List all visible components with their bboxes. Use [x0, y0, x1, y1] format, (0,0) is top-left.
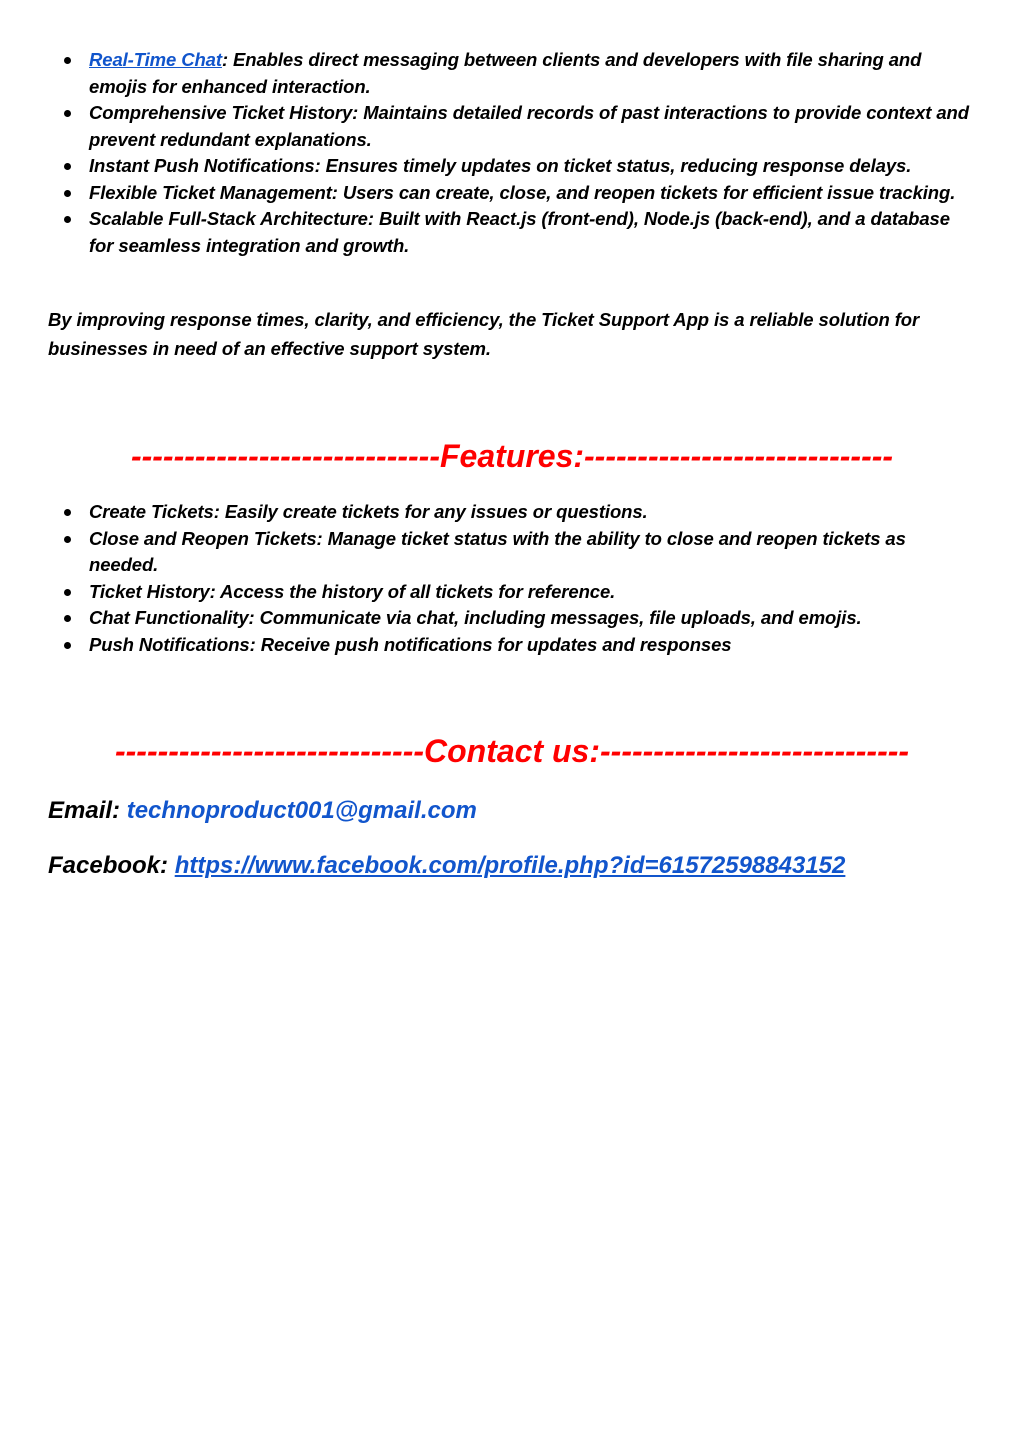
bullet-icon [64, 190, 71, 197]
features-bullet-list [0, 499, 1024, 658]
bullet-icon [64, 536, 71, 543]
list-item-text: Chat Functionality: Communicate via chat, including messages, file uploads, and emojis. [89, 607, 862, 628]
list-item-text: Instant Push Notifications: Ensures timely updates on ticket status, reducing response delays. [89, 155, 912, 176]
bullet-icon [64, 589, 71, 596]
list-item [0, 180, 1024, 207]
list-item [0, 632, 1024, 659]
features-heading: -----------------------------Features:----------------------------- [130, 438, 894, 474]
list-item-text: Flexible Ticket Management: Users can create, close, and reopen tickets for efficient issue tracking. [89, 181, 956, 203]
list-item [0, 499, 1024, 526]
bullet-icon [64, 110, 71, 117]
list-item-text: Push Notifications: Receive push notifications for updates and responses [89, 633, 732, 655]
contact-heading: -----------------------------Contact us:----------------------------- [114, 733, 910, 769]
bullet-icon [64, 57, 71, 64]
intro-bullet-list [0, 47, 1024, 259]
bullet-icon [64, 615, 71, 622]
bullet-icon [64, 509, 71, 516]
list-item-text: : Enables direct messaging between clients and developers with file sharing and emojis for enhanced interaction. [89, 49, 922, 97]
list-item [0, 153, 1024, 180]
email-label: Email: [48, 797, 127, 824]
facebook-link[interactable]: https://www.facebook.com/profile.php?id=61572598843152 [174, 852, 846, 879]
list-item [0, 605, 1024, 632]
bullet-icon [64, 642, 71, 649]
bullet-icon [64, 216, 71, 223]
bullet-icon [64, 163, 71, 170]
list-item [0, 47, 1024, 100]
list-item [0, 526, 1024, 579]
email-line [48, 796, 477, 826]
facebook-label: Facebook: [48, 852, 175, 879]
list-item-text: Create Tickets: Easily create tickets for any issues or questions. [89, 501, 648, 522]
real-time-chat-link[interactable]: Real-Time Chat [89, 49, 222, 70]
list-item [0, 206, 1024, 259]
facebook-line [48, 851, 845, 881]
list-item-text: Scalable Full-Stack Architecture: Built with React.js (front-end), Node.js (back-end), and a database for seamless integration and growth. [89, 208, 950, 256]
list-item-text: Ticket History: Access the history of all tickets for reference. [89, 580, 616, 602]
summary-paragraph: By improving response times, clarity, and efficiency, the Ticket Support App is a reliable solution for businesses in need of an effective support system. [48, 309, 920, 359]
list-item-text: Close and Reopen Tickets: Manage ticket status with the ability to close and reopen tickets as needed. [89, 527, 906, 575]
email-address[interactable]: technoproduct001@gmail.com [126, 797, 477, 824]
list-item [0, 579, 1024, 606]
list-item [0, 100, 1024, 153]
list-item-text: Comprehensive Ticket History: Maintains detailed records of past interactions to provide context and prevent redundant explanations. [89, 102, 969, 150]
